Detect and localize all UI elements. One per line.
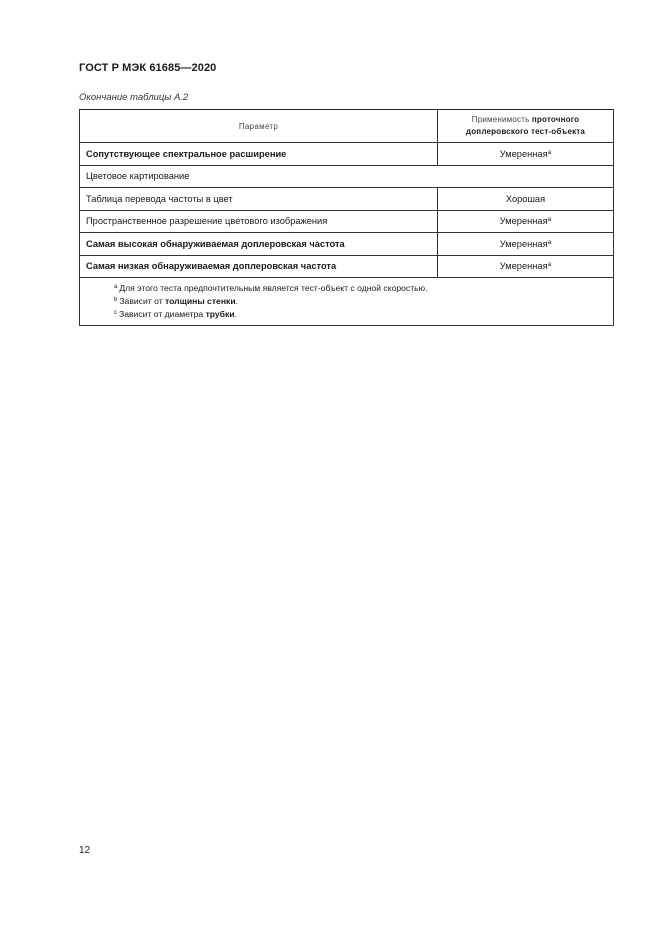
header-parameter: Параметр [80,110,438,143]
value-text: Умеренная [499,238,548,249]
row-value [438,188,614,211]
note-a [114,282,607,295]
row-value [438,255,614,278]
table-notes-row [80,278,614,326]
table-row [80,165,614,188]
value-text: Хорошая [505,193,546,204]
value-text: Умеренная [499,216,548,227]
note-b [114,295,607,308]
note-bold: трубки [205,309,235,319]
table-row [80,188,614,211]
note-mark: c [114,310,117,316]
row-value [438,143,614,166]
row-value [438,233,614,256]
note-mark: a [114,284,118,290]
header-applicability-text: Применимость [471,115,532,124]
row-value [438,210,614,233]
value-text: Умеренная [499,148,548,159]
page-number: 12 [79,845,91,856]
row-param: Самая высокая обнаруживаемая доплеровская частота [80,233,438,256]
table-header-row [80,110,614,143]
header-applicability [438,110,614,143]
table-caption: Окончание таблицы А.2 [79,92,189,103]
footnote-mark: a [547,261,552,269]
footnote-mark: a [547,216,552,224]
header-applicability-bold-1: проточного [531,115,580,124]
note-bold: толщины стенки [165,296,236,306]
table-row [80,233,614,256]
note-text: Зависит от [119,296,166,306]
note-text: Для этого теста предпочтительным является тест-объект с одной скоростью. [119,283,428,293]
row-param: Сопутствующее спектральное расширение [80,143,438,166]
note-text: . [235,296,238,306]
table-notes [80,278,614,326]
row-param: Самая низкая обнаруживаемая доплеровская частота [80,255,438,278]
table-row [80,255,614,278]
table-row [80,143,614,166]
note-mark: b [114,297,118,303]
note-text: Зависит от диаметра [119,309,206,319]
row-param: Таблица перевода частоты в цвет [80,188,438,211]
note-c [114,308,607,321]
row-param: Цветовое картирование [80,165,614,188]
footnote-mark: a [547,238,552,246]
footnote-mark: a [547,148,552,156]
note-text: . [234,309,237,319]
table-row [80,210,614,233]
header-applicability-bold-2: доплеровского тест-объекта [465,127,586,136]
value-text: Умеренная [499,261,548,272]
parameter-table [79,109,614,326]
document-header: ГОСТ Р МЭК 61685—2020 [79,62,217,74]
row-param: Пространственное разрешение цветового изображения [80,210,438,233]
